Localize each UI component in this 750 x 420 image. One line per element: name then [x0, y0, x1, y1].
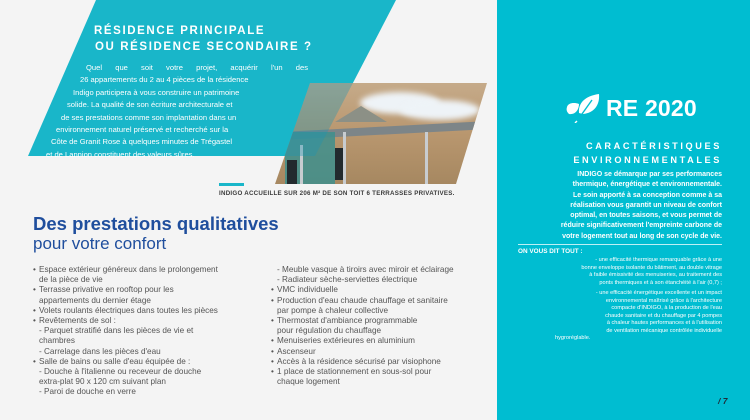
list-item: • Espace extérieur généreux dans le prolongement	[39, 265, 218, 275]
residence-title	[92, 23, 313, 55]
paragraph-line: votre logement tout au long de son cycle de vie.	[562, 232, 722, 240]
environment-title-line1: CARACTÉRISTIQUES	[585, 141, 722, 151]
tout-line: à chaleur hautes performances et à l'utilisation	[606, 320, 722, 326]
tout-line: bonne enveloppe isolante du bâtiment, au double vitrage	[581, 264, 722, 271]
tout-line: chaude sanitaire et du chauffage par 4 pompes	[605, 312, 722, 319]
paragraph-line: optimal, en toutes saisons, et vous permet de	[570, 212, 722, 220]
list-item: - Douche à l'italienne ou receveur de douche	[39, 367, 202, 377]
list-item: par pompe à chaleur collective	[277, 305, 389, 315]
list-item: de la pièce de vie	[39, 275, 103, 285]
paragraph-line: réalisation vous garantit un niveau de confort	[570, 201, 722, 209]
list-item: extra-plat 90 x 120 cm suivant plan	[39, 377, 166, 387]
prestations-heading: Des prestations qualitatives	[33, 213, 279, 234]
environment-title-line2: ENVIRONNEMENTALES	[573, 155, 722, 165]
tout-line: environnemental maîtrisé grâce à l'architecture	[605, 297, 722, 304]
paragraph-line: Côte de Granit Rose à quelques minutes de Trégastel	[51, 137, 233, 147]
tout-line: - une efficacité énergétique excellente et un impact	[595, 290, 722, 296]
list-item: • Volets roulants électriques dans toutes les pièces	[39, 306, 218, 316]
list-item: • Salle de bains ou salle d'eau équipée de :	[39, 357, 218, 367]
paragraph-line: Le soin apporté à sa conception comme à sa	[573, 191, 722, 199]
paragraph-line: de ses prestations comme son implantation dans un	[61, 112, 237, 122]
prestations-list-right	[277, 265, 454, 387]
paragraph-line: réduire significativement l'empreinte carbone de	[560, 222, 722, 230]
list-item: • Revêtements de sol :	[39, 316, 218, 326]
tout-line: - une efficacité thermique remarquable grâce à une	[595, 257, 722, 263]
caption-accent-bar	[219, 183, 244, 186]
tout-line: de ventilation mécanique contrôlée individuelle	[606, 327, 722, 334]
tout-line: à faible émissivité des menuiseries, au traitement des	[589, 272, 722, 278]
page-number: / 7	[718, 396, 728, 406]
list-item: • Production d'eau chaude chauffage et sanitaire	[277, 296, 454, 306]
paragraph-line: et de Lannion constituent des valeurs sûres.	[46, 149, 195, 159]
list-item: • Ascenseur	[277, 347, 454, 357]
tout-label: ON VOUS DIT TOUT :	[518, 248, 583, 255]
leaves-icon	[565, 93, 603, 123]
tout-line: compacte d'INDIGO, à la production de l'eau	[611, 305, 722, 311]
list-item: • Menuiseries extérieures en aluminium	[277, 336, 454, 346]
residence-title-line2: OU RÉSIDENCE SECONDAIRE ?	[95, 41, 313, 53]
tout-item-energy	[535, 290, 722, 343]
list-item: chaque logement	[277, 377, 340, 387]
list-item: pour régulation du chauffage	[277, 326, 382, 336]
list-item: • 1 place de stationnement en sous-sol pour	[277, 367, 454, 377]
list-item: - Meuble vasque à tiroirs avec miroir et éclairage	[277, 265, 454, 274]
list-item: - Radiateur sèche-serviettes électrique	[277, 275, 418, 285]
list-item: • Thermostat d'ambiance programmable	[277, 316, 454, 326]
tout-line: ponts thermiques et à son étanchéité à l'air (0,7) ;	[599, 279, 722, 286]
paragraph-line: environnement naturel préservé et recherché sur la	[56, 125, 229, 134]
paragraph-line: 26 appartements du 2 au 4 pièces de la résidence	[80, 75, 249, 85]
paragraph-line: Quel que soit votre projet, acquérir l'un des	[86, 63, 308, 72]
list-item: chambres	[39, 336, 75, 346]
paragraph-line: solide. La qualité de son écriture architecturale et	[67, 100, 233, 110]
residence-title-line1: RÉSIDENCE PRINCIPALE	[94, 25, 266, 37]
list-item: - Carrelage dans les pièces d'eau	[39, 346, 161, 356]
paragraph-line: INDIGO se démarque par ses performances	[577, 171, 722, 178]
list-item: • Terrasse privative en rooftop pour les	[39, 285, 218, 295]
tout-item-thermal	[515, 257, 722, 287]
paragraph-line: thermique, énergétique et environnementale.	[572, 181, 722, 189]
environment-paragraph	[500, 170, 722, 242]
prestations-list-left	[39, 265, 218, 398]
re2020-logo	[565, 93, 697, 123]
list-item: • Accès à la résidence sécurisé par visiophone	[277, 357, 454, 367]
photo-caption: INDIGO ACCUEILLE SUR 206 M² DE SON TOIT 6 TERRASSES PRIVATIVES.	[219, 190, 455, 197]
list-item: - Parquet stratifié dans les pièces de vie et	[39, 326, 194, 336]
paragraph-line: Indigo participera à vous construire un patrimoine	[73, 87, 240, 97]
list-item: appartements du dernier étage	[39, 295, 151, 305]
re2020-label: RE 2020	[606, 94, 697, 121]
tout-line: hygroréglable.	[555, 335, 591, 341]
list-item: • VMC individuelle	[277, 285, 454, 295]
environment-divider	[518, 244, 722, 245]
prestations-subheading: pour votre confort	[33, 234, 167, 253]
list-item: - Paroi de douche en verre	[39, 387, 136, 397]
environment-title	[540, 139, 722, 167]
